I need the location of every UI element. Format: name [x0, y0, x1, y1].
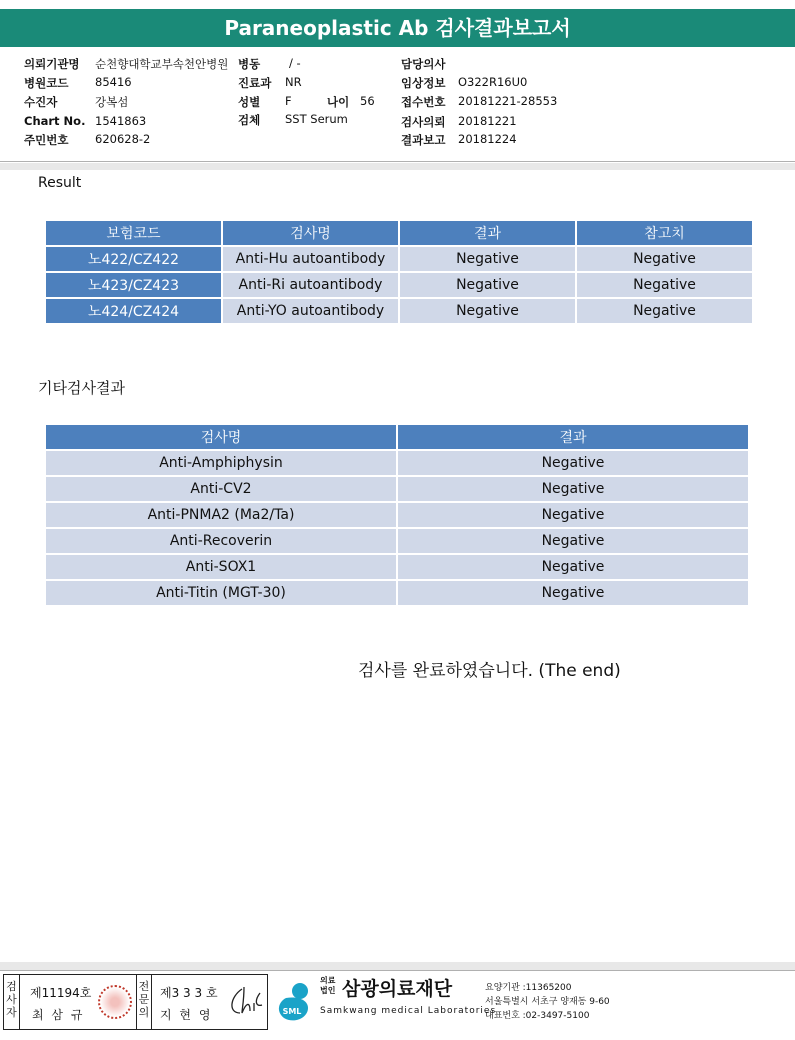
report-date-value: 20181224	[458, 132, 517, 146]
table-row	[46, 503, 748, 527]
insurance-code: 노422/CZ422	[46, 247, 221, 271]
dept-value: NR	[285, 75, 302, 89]
result-value: Negative	[400, 299, 575, 323]
test-name: Anti-Ri autoantibody	[223, 273, 398, 297]
patient-value: 강복섬	[95, 95, 129, 109]
test-name: Anti-YO autoantibody	[223, 299, 398, 323]
sex-value: F	[285, 94, 292, 108]
dept-label: 진료과	[238, 76, 272, 90]
header-result: 결과	[400, 221, 575, 245]
test-name: Anti-PNMA2 (Ma2/Ta)	[46, 503, 396, 527]
chart-value: 1541863	[95, 114, 147, 128]
table-row	[46, 299, 752, 323]
ward-value: / -	[289, 56, 301, 70]
care-code: 요양기관 :11365200	[485, 983, 572, 993]
hospital-code-value: 85416	[95, 75, 132, 89]
age-value: 56	[360, 94, 375, 108]
table-row	[46, 477, 748, 501]
age-label: 나이	[327, 95, 350, 109]
org-address: 서울특별시 서초구 양재동 9-60	[485, 997, 610, 1007]
result-value: Negative	[398, 555, 748, 579]
specimen-value: SST Serum	[285, 112, 348, 126]
clinical-value: O322R16U0	[458, 75, 528, 89]
result-value: Negative	[400, 273, 575, 297]
footer-band	[0, 962, 795, 970]
receipt-value: 20181221-28553	[458, 94, 558, 108]
request-value: 20181221	[458, 114, 517, 128]
result-table	[44, 219, 754, 325]
table-row	[46, 529, 748, 553]
footer	[0, 972, 795, 1040]
reference-value: Negative	[577, 247, 752, 271]
result-value: Negative	[398, 581, 748, 605]
header-test-name: 검사명	[46, 425, 396, 449]
test-name: Anti-Titin (MGT-30)	[46, 581, 396, 605]
table-row	[46, 451, 748, 475]
result-value: Negative	[398, 477, 748, 501]
patient-info	[0, 50, 795, 160]
ward-label: 병동	[238, 57, 261, 71]
table-row	[46, 247, 752, 271]
test-name: Anti-Hu autoantibody	[223, 247, 398, 271]
tester-license: 제11194호	[30, 986, 92, 1000]
table-header-row	[46, 425, 748, 449]
test-name: Anti-Amphiphysin	[46, 451, 396, 475]
specialist-name: 지 현 영	[160, 1008, 213, 1022]
other-results-table	[44, 423, 750, 607]
specialist-license: 제3 3 3 호	[160, 986, 218, 1000]
request-label: 검사의뢰	[401, 115, 446, 129]
sml-logo-icon	[272, 978, 316, 1022]
result-value: Negative	[400, 247, 575, 271]
insurance-code: 노423/CZ423	[46, 273, 221, 297]
sex-label: 성별	[238, 95, 261, 109]
end-message: 검사를 완료하였습니다. (The end)	[358, 661, 621, 681]
clinical-label: 임상정보	[401, 76, 446, 90]
divider-band	[0, 163, 795, 170]
patient-label: 수진자	[24, 95, 58, 109]
id-value: 620628-2	[95, 132, 151, 146]
specialist-label: 전문의	[136, 975, 152, 1029]
tester-seal-icon	[98, 985, 132, 1019]
report-title: Paraneoplastic Ab 검사결과보고서	[0, 9, 795, 47]
test-name: Anti-CV2	[46, 477, 396, 501]
table-row	[46, 273, 752, 297]
tester-name: 최 삼 규	[32, 1008, 85, 1022]
hospital-code-label: 병원코드	[24, 76, 69, 90]
header-test-name: 검사명	[223, 221, 398, 245]
header-insurance-code: 보험코드	[46, 221, 221, 245]
result-section-title: Result	[38, 175, 82, 191]
divider	[0, 161, 795, 162]
org-english-name: Samkwang medical Laboratories	[320, 1006, 497, 1016]
reference-value: Negative	[577, 299, 752, 323]
physician-label: 담당의사	[401, 57, 446, 71]
test-name: Anti-SOX1	[46, 555, 396, 579]
footer-divider	[0, 970, 795, 971]
other-section-title: 기타검사결과	[38, 379, 125, 397]
result-value: Negative	[398, 529, 748, 553]
test-name: Anti-Recoverin	[46, 529, 396, 553]
table-row	[46, 555, 748, 579]
header-reference: 참고치	[577, 221, 752, 245]
org-tag: 의료법인	[320, 976, 336, 995]
id-label: 주민번호	[24, 133, 69, 147]
specimen-label: 검체	[238, 113, 261, 127]
table-header-row	[46, 221, 752, 245]
header-result: 결과	[398, 425, 748, 449]
report-date-label: 결과보고	[401, 133, 446, 147]
signature-box	[3, 974, 268, 1030]
institution-value: 순천향대학교부속천안병원	[95, 57, 229, 71]
result-value: Negative	[398, 503, 748, 527]
table-row	[46, 581, 748, 605]
logo-text: SML	[282, 1007, 302, 1016]
signature-icon	[224, 983, 264, 1021]
org-phone: 대표번호 :02-3497-5100	[485, 1011, 590, 1021]
tester-label: 검사자	[4, 975, 20, 1029]
receipt-label: 접수번호	[401, 95, 446, 109]
org-name: 삼광의료재단	[342, 978, 453, 1000]
insurance-code: 노424/CZ424	[46, 299, 221, 323]
chart-label: Chart No.	[24, 114, 86, 128]
result-value: Negative	[398, 451, 748, 475]
reference-value: Negative	[577, 273, 752, 297]
institution-label: 의뢰기관명	[24, 57, 80, 71]
